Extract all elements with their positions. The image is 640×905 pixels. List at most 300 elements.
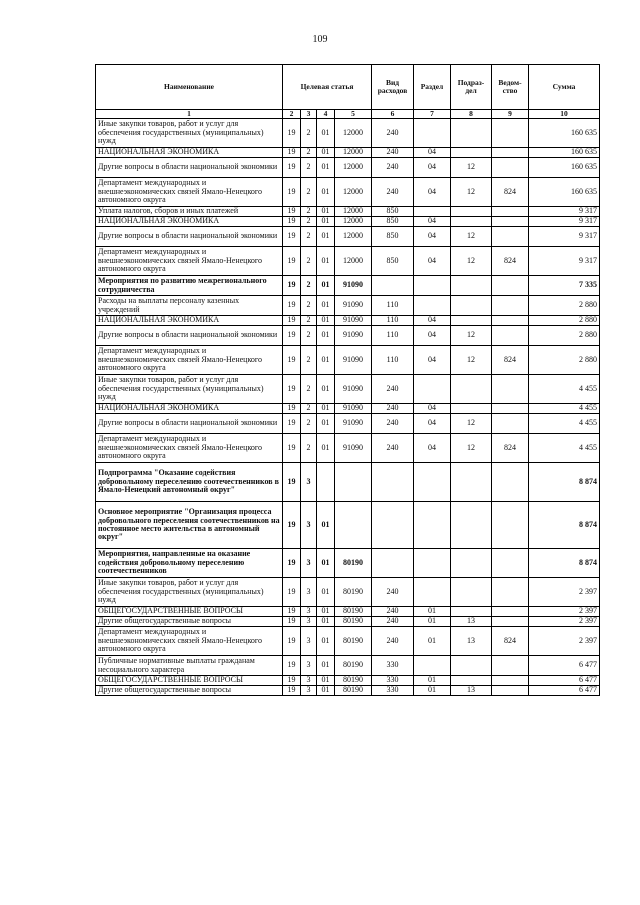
cell-subsection: 12 bbox=[451, 414, 492, 434]
cell-target-direction: 12000 bbox=[335, 158, 372, 178]
cell-section: 04 bbox=[414, 346, 451, 375]
cell-target-program: 19 bbox=[283, 414, 301, 434]
cell-target-subprogram: 2 bbox=[301, 178, 317, 207]
cell-target-program: 19 bbox=[283, 676, 301, 686]
cell-section bbox=[414, 296, 451, 316]
table-row bbox=[96, 148, 600, 158]
cell-target-event: 01 bbox=[317, 549, 335, 578]
cell-target-event: 01 bbox=[317, 178, 335, 207]
cell-expense-type: 850 bbox=[372, 227, 414, 247]
cell-subsection bbox=[451, 578, 492, 607]
table-row bbox=[96, 375, 600, 404]
cell-section: 04 bbox=[414, 158, 451, 178]
cell-sum: 4 455 bbox=[529, 404, 600, 414]
column-number: 3 bbox=[301, 110, 317, 119]
cell-target-subprogram: 3 bbox=[301, 617, 317, 627]
cell-target-event: 01 bbox=[317, 414, 335, 434]
cell-expense-type: 330 bbox=[372, 656, 414, 676]
header-sum: Сумма bbox=[529, 65, 600, 110]
cell-expense-type: 240 bbox=[372, 178, 414, 207]
cell-target-program: 19 bbox=[283, 404, 301, 414]
cell-expense-type: 240 bbox=[372, 119, 414, 148]
cell-section: 01 bbox=[414, 686, 451, 696]
cell-department bbox=[492, 578, 529, 607]
cell-department bbox=[492, 676, 529, 686]
cell-subsection bbox=[451, 676, 492, 686]
cell-target-program: 19 bbox=[283, 316, 301, 326]
cell-target-direction: 80190 bbox=[335, 578, 372, 607]
cell-target-program: 19 bbox=[283, 463, 301, 502]
cell-expense-type: 330 bbox=[372, 676, 414, 686]
header-department: Ведом-ство bbox=[492, 65, 529, 110]
table-row bbox=[96, 217, 600, 227]
cell-section bbox=[414, 656, 451, 676]
cell-section bbox=[414, 119, 451, 148]
cell-sum: 2 880 bbox=[529, 316, 600, 326]
cell-name: НАЦИОНАЛЬНАЯ ЭКОНОМИКА bbox=[96, 316, 283, 326]
cell-target-program: 19 bbox=[283, 296, 301, 316]
cell-department bbox=[492, 404, 529, 414]
cell-department: 824 bbox=[492, 627, 529, 656]
cell-section: 01 bbox=[414, 607, 451, 617]
cell-target-event: 01 bbox=[317, 375, 335, 404]
cell-target-direction: 12000 bbox=[335, 247, 372, 276]
table-row bbox=[96, 346, 600, 375]
table-row bbox=[96, 434, 600, 463]
cell-department: 824 bbox=[492, 247, 529, 276]
cell-target-direction: 91090 bbox=[335, 316, 372, 326]
cell-sum: 4 455 bbox=[529, 375, 600, 404]
cell-target-program: 19 bbox=[283, 247, 301, 276]
header-subsection: Подраз-дел bbox=[451, 65, 492, 110]
cell-expense-type: 240 bbox=[372, 607, 414, 617]
cell-sum: 2 880 bbox=[529, 346, 600, 375]
table-row bbox=[96, 326, 600, 346]
cell-target-direction: 91090 bbox=[335, 434, 372, 463]
cell-target-subprogram: 2 bbox=[301, 434, 317, 463]
cell-target-subprogram: 2 bbox=[301, 276, 317, 296]
cell-name: Мероприятия, направленные на оказание содействия добровольному переселению соотечественников bbox=[96, 549, 283, 578]
column-number: 6 bbox=[372, 110, 414, 119]
cell-target-program: 19 bbox=[283, 326, 301, 346]
header-target: Целевая статья bbox=[283, 65, 372, 110]
cell-department bbox=[492, 217, 529, 227]
cell-name: ОБЩЕГОСУДАРСТВЕННЫЕ ВОПРОСЫ bbox=[96, 676, 283, 686]
cell-target-program: 19 bbox=[283, 578, 301, 607]
cell-name: НАЦИОНАЛЬНАЯ ЭКОНОМИКА bbox=[96, 148, 283, 158]
column-numbers-row bbox=[96, 110, 600, 119]
cell-sum: 9 317 bbox=[529, 207, 600, 217]
cell-section: 01 bbox=[414, 676, 451, 686]
cell-name: Основное мероприятие "Организация процесса добровольного переселения соотечественников на постоянное место жительства в автономный округ" bbox=[96, 502, 283, 549]
cell-sum: 8 874 bbox=[529, 463, 600, 502]
cell-target-event: 01 bbox=[317, 227, 335, 247]
cell-target-program: 19 bbox=[283, 119, 301, 148]
cell-target-subprogram: 3 bbox=[301, 578, 317, 607]
cell-target-event: 01 bbox=[317, 346, 335, 375]
cell-name: Другие вопросы в области национальной экономики bbox=[96, 227, 283, 247]
cell-sum: 6 477 bbox=[529, 656, 600, 676]
cell-target-program: 19 bbox=[283, 607, 301, 617]
cell-expense-type: 850 bbox=[372, 217, 414, 227]
table-row bbox=[96, 178, 600, 207]
cell-subsection bbox=[451, 207, 492, 217]
cell-target-direction: 91090 bbox=[335, 404, 372, 414]
cell-target-direction: 12000 bbox=[335, 148, 372, 158]
cell-target-event: 01 bbox=[317, 656, 335, 676]
cell-target-event: 01 bbox=[317, 217, 335, 227]
cell-name: Уплата налогов, сборов и иных платежей bbox=[96, 207, 283, 217]
cell-expense-type: 240 bbox=[372, 627, 414, 656]
cell-subsection: 12 bbox=[451, 326, 492, 346]
table-row bbox=[96, 316, 600, 326]
cell-target-program: 19 bbox=[283, 375, 301, 404]
cell-sum: 2 397 bbox=[529, 607, 600, 617]
cell-subsection: 13 bbox=[451, 627, 492, 656]
cell-target-program: 19 bbox=[283, 217, 301, 227]
table-row bbox=[96, 119, 600, 148]
cell-target-direction: 80190 bbox=[335, 686, 372, 696]
cell-department bbox=[492, 207, 529, 217]
header-expense-type: Вид расходов bbox=[372, 65, 414, 110]
cell-name: Мероприятия по развитию межрегионального сотрудничества bbox=[96, 276, 283, 296]
table-row bbox=[96, 676, 600, 686]
cell-target-subprogram: 2 bbox=[301, 207, 317, 217]
cell-expense-type bbox=[372, 463, 414, 502]
cell-section: 04 bbox=[414, 217, 451, 227]
cell-target-subprogram: 2 bbox=[301, 119, 317, 148]
cell-target-event: 01 bbox=[317, 207, 335, 217]
table-row bbox=[96, 617, 600, 627]
cell-target-direction: 91090 bbox=[335, 326, 372, 346]
column-number: 9 bbox=[492, 110, 529, 119]
cell-target-direction: 91090 bbox=[335, 375, 372, 404]
table-row bbox=[96, 276, 600, 296]
budget-table bbox=[95, 64, 600, 696]
cell-subsection bbox=[451, 276, 492, 296]
table-body bbox=[96, 119, 600, 696]
cell-target-subprogram: 3 bbox=[301, 549, 317, 578]
cell-sum: 4 455 bbox=[529, 434, 600, 463]
cell-sum: 9 317 bbox=[529, 227, 600, 247]
cell-target-event: 01 bbox=[317, 158, 335, 178]
cell-target-subprogram: 2 bbox=[301, 414, 317, 434]
cell-target-program: 19 bbox=[283, 434, 301, 463]
cell-name: Иные закупки товаров, работ и услуг для обеспечения государственных (муниципальных) нужд bbox=[96, 119, 283, 148]
cell-name: Другие вопросы в области национальной экономики bbox=[96, 158, 283, 178]
column-number: 8 bbox=[451, 110, 492, 119]
cell-sum: 7 335 bbox=[529, 276, 600, 296]
cell-section bbox=[414, 549, 451, 578]
cell-target-subprogram: 2 bbox=[301, 148, 317, 158]
column-number: 2 bbox=[283, 110, 301, 119]
column-number: 5 bbox=[335, 110, 372, 119]
cell-target-subprogram: 3 bbox=[301, 607, 317, 617]
cell-sum: 2 880 bbox=[529, 296, 600, 316]
cell-target-program: 19 bbox=[283, 227, 301, 247]
table-header bbox=[96, 65, 600, 119]
cell-department: 824 bbox=[492, 346, 529, 375]
table-row bbox=[96, 656, 600, 676]
cell-target-event: 01 bbox=[317, 686, 335, 696]
cell-target-direction: 80190 bbox=[335, 627, 372, 656]
cell-sum: 160 635 bbox=[529, 148, 600, 158]
cell-target-subprogram: 2 bbox=[301, 346, 317, 375]
cell-expense-type: 850 bbox=[372, 207, 414, 217]
cell-target-subprogram: 2 bbox=[301, 375, 317, 404]
table-row bbox=[96, 227, 600, 247]
cell-target-direction: 91090 bbox=[335, 276, 372, 296]
cell-subsection bbox=[451, 148, 492, 158]
cell-section: 04 bbox=[414, 316, 451, 326]
cell-target-subprogram: 2 bbox=[301, 326, 317, 346]
cell-target-program: 19 bbox=[283, 686, 301, 696]
cell-target-direction: 80190 bbox=[335, 676, 372, 686]
cell-expense-type: 240 bbox=[372, 617, 414, 627]
cell-expense-type: 240 bbox=[372, 158, 414, 178]
cell-section bbox=[414, 276, 451, 296]
cell-department bbox=[492, 316, 529, 326]
column-number: 4 bbox=[317, 110, 335, 119]
cell-expense-type: 110 bbox=[372, 346, 414, 375]
cell-sum: 9 317 bbox=[529, 247, 600, 276]
cell-target-program: 19 bbox=[283, 148, 301, 158]
cell-section: 04 bbox=[414, 414, 451, 434]
cell-sum: 6 477 bbox=[529, 686, 600, 696]
cell-section bbox=[414, 578, 451, 607]
cell-name: Другие вопросы в области национальной экономики bbox=[96, 414, 283, 434]
cell-subsection: 12 bbox=[451, 158, 492, 178]
header-name: Наименование bbox=[96, 65, 283, 110]
cell-expense-type: 110 bbox=[372, 326, 414, 346]
column-number: 10 bbox=[529, 110, 600, 119]
cell-subsection bbox=[451, 549, 492, 578]
cell-section: 04 bbox=[414, 148, 451, 158]
cell-department bbox=[492, 463, 529, 502]
cell-section bbox=[414, 375, 451, 404]
cell-target-program: 19 bbox=[283, 502, 301, 549]
table-row bbox=[96, 463, 600, 502]
cell-department: 824 bbox=[492, 434, 529, 463]
cell-name: Публичные нормативные выплаты гражданам несоциального характера bbox=[96, 656, 283, 676]
table-row bbox=[96, 549, 600, 578]
cell-sum: 160 635 bbox=[529, 178, 600, 207]
cell-subsection: 13 bbox=[451, 686, 492, 696]
cell-target-direction: 91090 bbox=[335, 414, 372, 434]
cell-name: Департамент международных и внешнеэкономических связей Ямало-Ненецкого автономного округа bbox=[96, 627, 283, 656]
cell-target-event: 01 bbox=[317, 627, 335, 656]
table-row bbox=[96, 686, 600, 696]
cell-department bbox=[492, 686, 529, 696]
cell-expense-type: 110 bbox=[372, 296, 414, 316]
cell-expense-type: 240 bbox=[372, 578, 414, 607]
cell-expense-type: 240 bbox=[372, 375, 414, 404]
cell-department bbox=[492, 276, 529, 296]
table-row bbox=[96, 296, 600, 316]
cell-name: Расходы на выплаты персоналу казенных учреждений bbox=[96, 296, 283, 316]
cell-target-program: 19 bbox=[283, 617, 301, 627]
table-row bbox=[96, 627, 600, 656]
cell-target-program: 19 bbox=[283, 207, 301, 217]
cell-name: Департамент международных и внешнеэкономических связей Ямало-Ненецкого автономного округа bbox=[96, 434, 283, 463]
cell-section: 01 bbox=[414, 627, 451, 656]
cell-target-direction: 80190 bbox=[335, 549, 372, 578]
cell-section: 04 bbox=[414, 404, 451, 414]
table-row bbox=[96, 502, 600, 549]
cell-subsection bbox=[451, 316, 492, 326]
cell-target-subprogram: 3 bbox=[301, 627, 317, 656]
cell-target-subprogram: 3 bbox=[301, 676, 317, 686]
cell-section: 01 bbox=[414, 617, 451, 627]
cell-sum: 2 397 bbox=[529, 617, 600, 627]
cell-target-direction: 12000 bbox=[335, 178, 372, 207]
cell-sum: 2 880 bbox=[529, 326, 600, 346]
cell-department bbox=[492, 502, 529, 549]
cell-department bbox=[492, 549, 529, 578]
cell-expense-type: 330 bbox=[372, 686, 414, 696]
cell-target-direction: 80190 bbox=[335, 656, 372, 676]
cell-section: 04 bbox=[414, 434, 451, 463]
cell-target-direction: 91090 bbox=[335, 346, 372, 375]
cell-sum: 9 317 bbox=[529, 217, 600, 227]
cell-department bbox=[492, 227, 529, 247]
cell-target-subprogram: 2 bbox=[301, 296, 317, 316]
cell-name: Департамент международных и внешнеэкономических связей Ямало-Ненецкого автономного округа bbox=[96, 247, 283, 276]
cell-expense-type: 850 bbox=[372, 247, 414, 276]
cell-target-subprogram: 3 bbox=[301, 502, 317, 549]
cell-subsection: 12 bbox=[451, 346, 492, 375]
cell-subsection: 12 bbox=[451, 247, 492, 276]
cell-section: 04 bbox=[414, 227, 451, 247]
cell-target-subprogram: 2 bbox=[301, 404, 317, 414]
cell-target-event: 01 bbox=[317, 676, 335, 686]
cell-department bbox=[492, 158, 529, 178]
cell-department bbox=[492, 607, 529, 617]
cell-target-subprogram: 2 bbox=[301, 227, 317, 247]
cell-target-event: 01 bbox=[317, 404, 335, 414]
cell-subsection bbox=[451, 607, 492, 617]
cell-name: Иные закупки товаров, работ и услуг для обеспечения государственных (муниципальных) нужд bbox=[96, 578, 283, 607]
table-row bbox=[96, 404, 600, 414]
cell-section: 04 bbox=[414, 247, 451, 276]
cell-target-event: 01 bbox=[317, 607, 335, 617]
cell-department bbox=[492, 375, 529, 404]
cell-name: Департамент международных и внешнеэкономических связей Ямало-Ненецкого автономного округа bbox=[96, 346, 283, 375]
table-row bbox=[96, 607, 600, 617]
cell-expense-type: 240 bbox=[372, 434, 414, 463]
cell-target-event: 01 bbox=[317, 276, 335, 296]
cell-subsection: 12 bbox=[451, 178, 492, 207]
cell-target-subprogram: 3 bbox=[301, 463, 317, 502]
cell-target-subprogram: 2 bbox=[301, 247, 317, 276]
cell-target-subprogram: 3 bbox=[301, 656, 317, 676]
cell-name: НАЦИОНАЛЬНАЯ ЭКОНОМИКА bbox=[96, 217, 283, 227]
cell-subsection bbox=[451, 217, 492, 227]
cell-target-event: 01 bbox=[317, 617, 335, 627]
page-number: 109 bbox=[312, 34, 328, 45]
cell-target-event: 01 bbox=[317, 578, 335, 607]
cell-expense-type bbox=[372, 276, 414, 296]
cell-target-direction: 12000 bbox=[335, 217, 372, 227]
cell-name: Другие общегосударственные вопросы bbox=[96, 686, 283, 696]
cell-subsection bbox=[451, 656, 492, 676]
cell-section bbox=[414, 463, 451, 502]
cell-expense-type: 240 bbox=[372, 148, 414, 158]
cell-target-event: 01 bbox=[317, 502, 335, 549]
cell-target-subprogram: 2 bbox=[301, 316, 317, 326]
cell-target-program: 19 bbox=[283, 178, 301, 207]
cell-section: 04 bbox=[414, 178, 451, 207]
cell-target-direction: 80190 bbox=[335, 607, 372, 617]
cell-target-event: 01 bbox=[317, 247, 335, 276]
cell-sum: 8 874 bbox=[529, 549, 600, 578]
cell-subsection: 12 bbox=[451, 227, 492, 247]
cell-target-direction bbox=[335, 502, 372, 549]
table-row bbox=[96, 578, 600, 607]
cell-target-program: 19 bbox=[283, 346, 301, 375]
header-section: Раздел bbox=[414, 65, 451, 110]
column-number: 1 bbox=[96, 110, 283, 119]
cell-target-direction: 12000 bbox=[335, 119, 372, 148]
cell-subsection: 13 bbox=[451, 617, 492, 627]
table-row bbox=[96, 207, 600, 217]
cell-department: 824 bbox=[492, 178, 529, 207]
cell-target-program: 19 bbox=[283, 158, 301, 178]
cell-target-program: 19 bbox=[283, 549, 301, 578]
cell-section bbox=[414, 207, 451, 217]
cell-subsection bbox=[451, 463, 492, 502]
cell-target-direction: 12000 bbox=[335, 227, 372, 247]
cell-department bbox=[492, 148, 529, 158]
cell-target-program: 19 bbox=[283, 656, 301, 676]
cell-target-direction: 80190 bbox=[335, 617, 372, 627]
cell-department bbox=[492, 119, 529, 148]
cell-sum: 4 455 bbox=[529, 414, 600, 434]
cell-department bbox=[492, 296, 529, 316]
cell-target-subprogram: 2 bbox=[301, 158, 317, 178]
cell-target-direction: 12000 bbox=[335, 207, 372, 217]
cell-target-event: 01 bbox=[317, 296, 335, 316]
cell-name: Департамент международных и внешнеэкономических связей Ямало-Ненецкого автономного округа bbox=[96, 178, 283, 207]
cell-target-program: 19 bbox=[283, 627, 301, 656]
cell-target-event bbox=[317, 463, 335, 502]
cell-subsection bbox=[451, 404, 492, 414]
cell-expense-type: 110 bbox=[372, 316, 414, 326]
cell-expense-type: 240 bbox=[372, 414, 414, 434]
cell-subsection bbox=[451, 502, 492, 549]
cell-subsection bbox=[451, 119, 492, 148]
cell-sum: 160 635 bbox=[529, 119, 600, 148]
cell-name: Другие общегосударственные вопросы bbox=[96, 617, 283, 627]
cell-expense-type: 240 bbox=[372, 404, 414, 414]
cell-department bbox=[492, 326, 529, 346]
cell-target-direction: 91090 bbox=[335, 296, 372, 316]
cell-department bbox=[492, 656, 529, 676]
cell-target-direction bbox=[335, 463, 372, 502]
cell-target-event: 01 bbox=[317, 326, 335, 346]
cell-sum: 160 635 bbox=[529, 158, 600, 178]
cell-sum: 2 397 bbox=[529, 627, 600, 656]
cell-target-event: 01 bbox=[317, 148, 335, 158]
cell-sum: 8 874 bbox=[529, 502, 600, 549]
cell-target-program: 19 bbox=[283, 276, 301, 296]
cell-sum: 2 397 bbox=[529, 578, 600, 607]
cell-target-subprogram: 3 bbox=[301, 686, 317, 696]
cell-name: Иные закупки товаров, работ и услуг для обеспечения государственных (муниципальных) нужд bbox=[96, 375, 283, 404]
cell-sum: 6 477 bbox=[529, 676, 600, 686]
cell-target-event: 01 bbox=[317, 119, 335, 148]
cell-subsection bbox=[451, 296, 492, 316]
